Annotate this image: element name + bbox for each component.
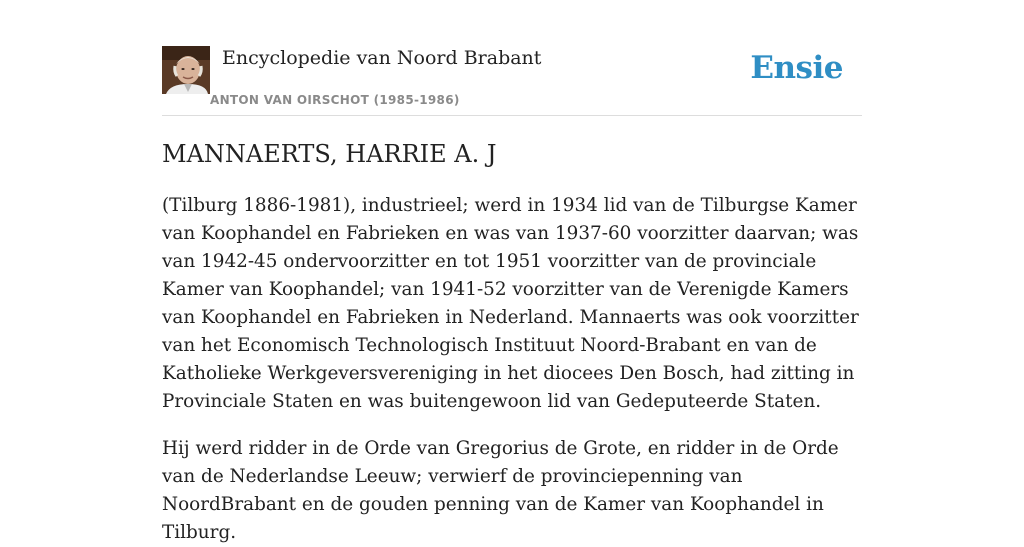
source-header [162, 46, 862, 116]
article-body [162, 138, 862, 547]
source-author: ANTON VAN OIRSCHOT (1985-1986) [210, 93, 460, 107]
brand-logo[interactable]: Ensie [750, 50, 843, 86]
article-paragraph: Hij werd ridder in de Orde van Gregorius de Grote, en ridder in de Orde van de Nederlandse Leeuw; verwierf de provinciepenning van NoordBrabant en de gouden penning van de Kamer van Koophandel in Tilburg. [162, 438, 839, 543]
author-avatar[interactable] [162, 46, 210, 94]
article-title: MANNAERTS, HARRIE A. J [162, 140, 497, 168]
author-portrait-icon [162, 46, 210, 94]
article-paragraph: (Tilburg 1886-1981), industrieel; werd in 1934 lid van de Tilburgse Kamer van Koophandel en Fabrieken en was van 1937-60 voorzitter daarvan; was van 1942-45 ondervoorzitter en tot 1951 voorzitter van de provinciale Kamer van Koophandel; van 1941-52 voorzitter van de Verenigde Kamers van Koophandel en Fabrieken in Nederland. Mannaerts was ook voorzitter van het Economisch Technologisch Instituut Noord-Brabant en van de Katholieke Werkgeversvereniging in het diocees Den Bosch, had zitting in Provinciale Staten en was buitengewoon lid van Gedeputeerde Staten. [162, 195, 859, 412]
source-title-link[interactable]: Encyclopedie van Noord Brabant [222, 47, 542, 69]
